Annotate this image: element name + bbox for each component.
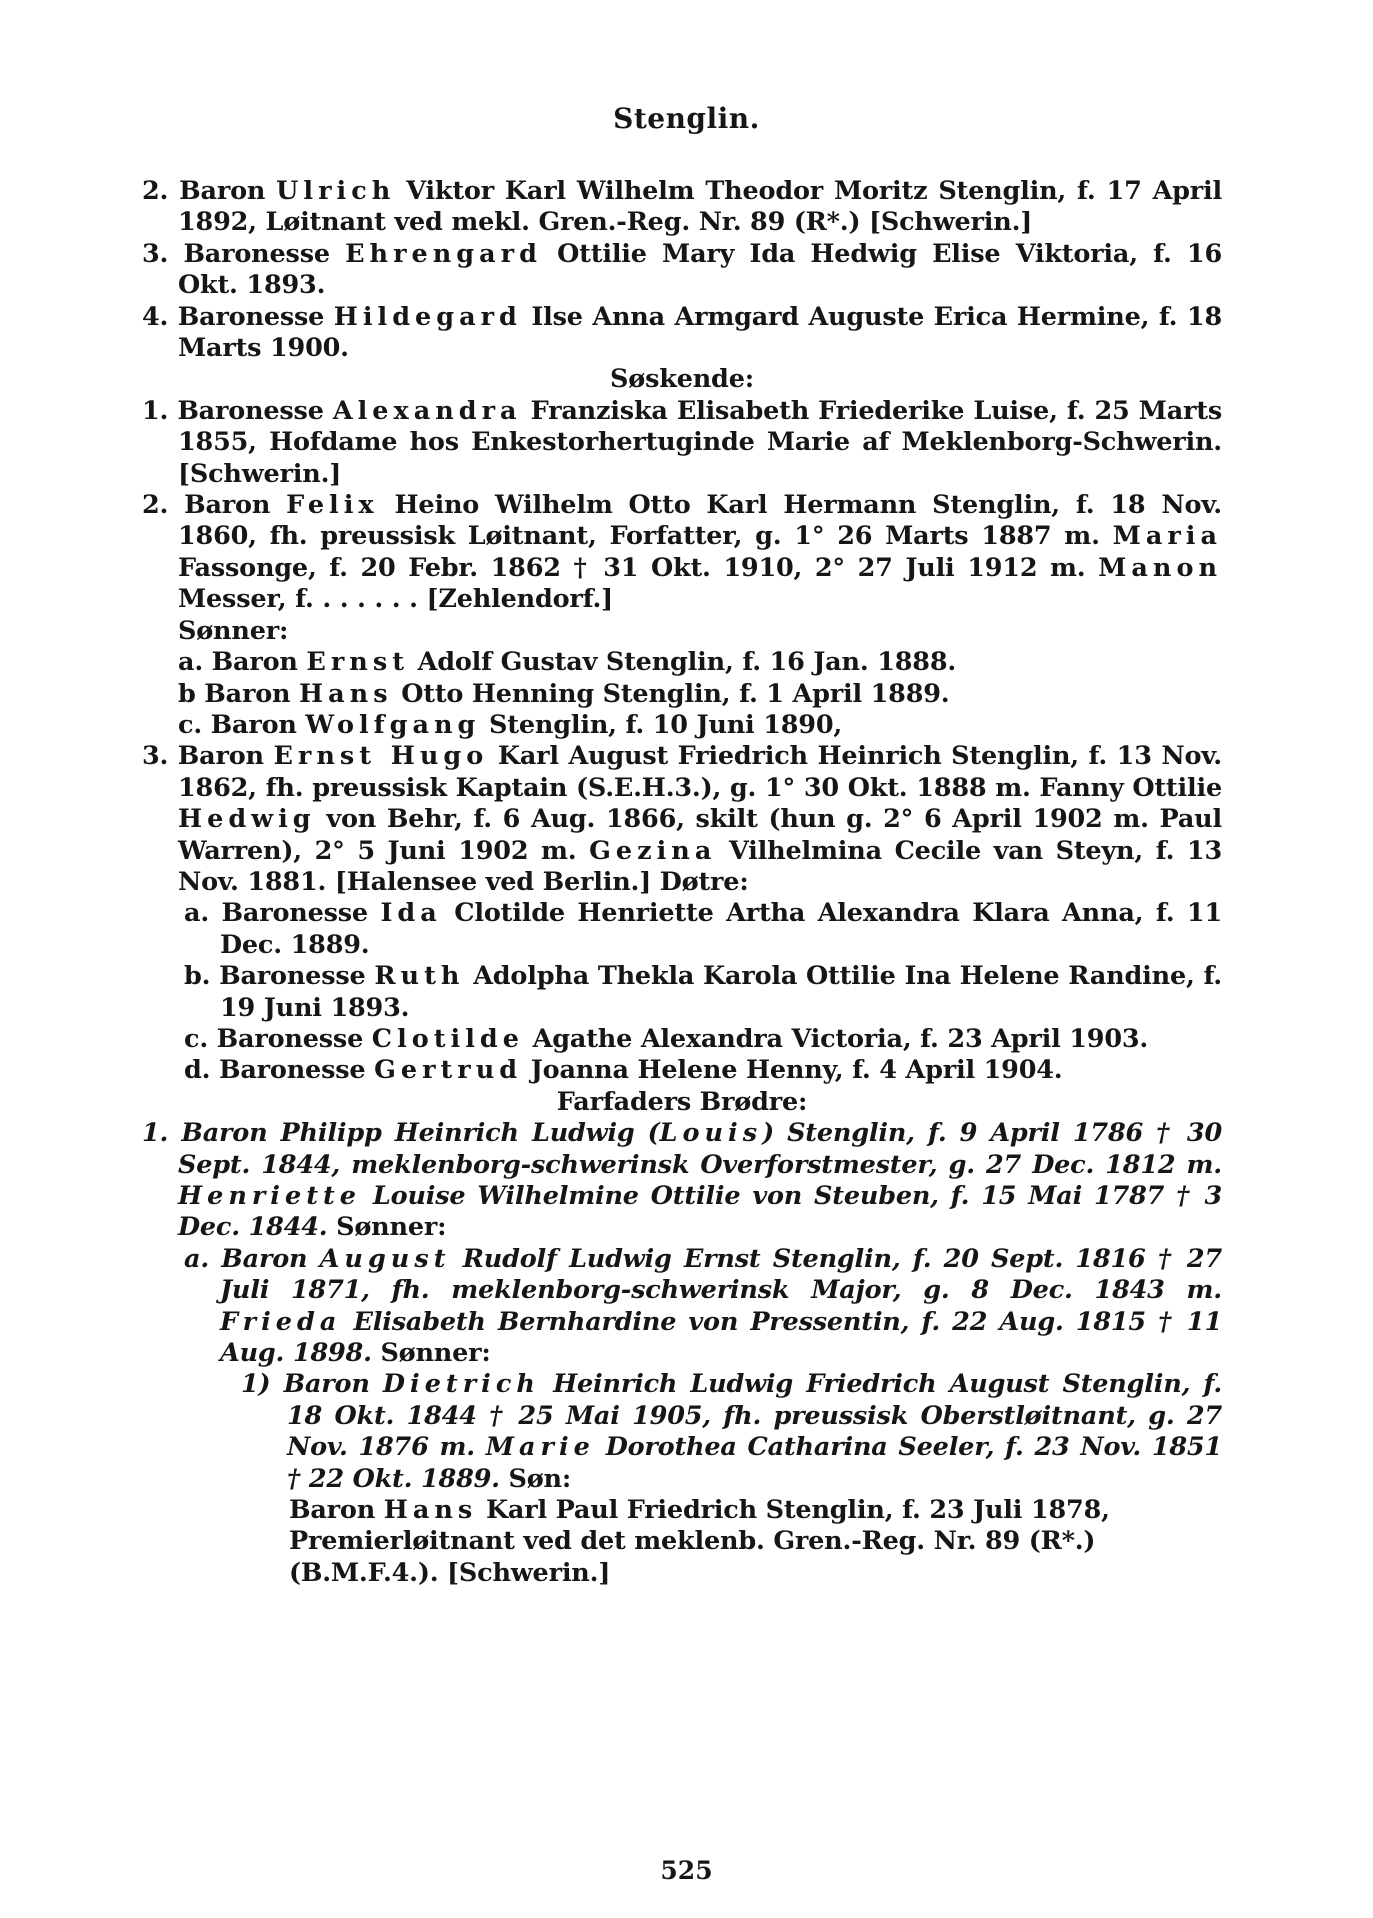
entry-text: Vilhelmina Cecile van Steyn, f. 13 Nov. 1881. [Halensee ved Berlin.] Døtre: xyxy=(178,835,1222,897)
section-heading-soskende: Søskende: xyxy=(610,364,754,395)
spaced-name: Hedwig xyxy=(178,804,316,835)
entry-prefix: a. Baron xyxy=(178,647,307,678)
entry-text: Dorothea Catharina Seeler, f. 23 Nov. 1851 † 22 Okt. 1889. xyxy=(287,1432,1223,1494)
spaced-name: August xyxy=(319,1243,451,1274)
entry-prefix: b. Baronesse xyxy=(184,961,375,992)
entry-text: Stenglin, f. 10 Juni 1890, xyxy=(480,709,843,740)
spaced-name: Ernst Hugo xyxy=(273,741,489,772)
entry-text: Heinrich Ludwig Friedrich August Stenglin, f. 18 Okt. 1844 † 25 Mai 1905, fh. preussisk Oberstløitnant, g. 27 Nov. 1876 m. xyxy=(287,1369,1222,1463)
entry-prefix: 2. Baron xyxy=(142,176,277,206)
entry-prefix: 2. Baron xyxy=(142,490,287,521)
spaced-name: Gezina xyxy=(589,835,717,866)
entry-hildegard xyxy=(142,302,1222,365)
entry-text: ) Stenglin, f. 9 April 1786 † 30 Sept. 1844, meklenborg-schwerinsk Overforstmester, g. 27 Dec. 1812 m. xyxy=(178,1118,1222,1180)
spaced-name: Ida xyxy=(380,898,442,929)
entry-prefix: 1) Baron xyxy=(241,1369,383,1400)
entry-text: Louise Wilhelmine Ottilie von Steuben, f. 15 Mai 1787 † 3 Dec. 1844. xyxy=(178,1181,1222,1243)
entry-text: Messer, f. . . . . . . [Zehlendorf.] xyxy=(178,584,614,615)
entry-ehrengard xyxy=(142,239,1222,302)
entry-prefix: b Baron xyxy=(178,678,300,709)
entry-ida xyxy=(142,898,1222,961)
genealogy-text xyxy=(142,176,1222,1589)
spaced-name: Henriette xyxy=(178,1181,361,1211)
spaced-name: Felix xyxy=(286,490,379,521)
entry-text: Viktor Karl Wilhelm Theodor Moritz Stenglin, f. 17 April 1892, Løitnant ved mekl. Gren.-Reg. Nr. 89 (R*.) [Schwerin.] xyxy=(178,176,1222,238)
entry-text: Joanna Helene Henny, f. 4 April 1904. xyxy=(522,1055,1063,1086)
entry-gertrud xyxy=(142,1055,1222,1086)
entry-prefix: d. Baronesse xyxy=(184,1055,375,1086)
entry-ulrich xyxy=(142,176,1222,239)
entry-text: Sønner: xyxy=(327,1212,447,1243)
spaced-name: Marie xyxy=(485,1432,595,1463)
entry-prefix: c. Baron xyxy=(178,709,306,740)
entry-philipp xyxy=(142,1118,1222,1244)
entry-ernst-adolf xyxy=(142,647,1222,678)
page-title: Stenglin. xyxy=(613,102,760,135)
entry-prefix: a. Baron xyxy=(184,1243,320,1274)
entry-text: Heino Wilhelm Otto Karl Hermann Stenglin, f. 18 Nov. 1860, fh. preussisk Løitnant, Forfatter, g. 1° 26 Marts 1887 m. xyxy=(178,490,1222,552)
entry-text: 1. Baron Philipp Heinrich Ludwig ( xyxy=(142,1118,660,1149)
spaced-name: Louis xyxy=(659,1118,763,1149)
spaced-name: Hildegard xyxy=(333,301,522,332)
entry-prefix: Baron xyxy=(289,1495,384,1526)
entry-prefix: a. Baronesse xyxy=(184,898,381,929)
spaced-name: Hans xyxy=(383,1495,478,1526)
entry-clotilde xyxy=(142,1024,1222,1055)
entry-text: Fassonge, f. 20 Febr. 1862 † 31 Okt. 1910, 2° 27 Juli 1912 m. xyxy=(178,552,1099,583)
entry-hans-karl xyxy=(142,1495,1222,1589)
entry-text: Karl Paul Friedrich Stenglin, f. 23 Juli 1878, Premierløitnant ved det meklenb. Gren.-Reg. Nr. 89 (R*.) (B.M.F.4.). [Schwerin.] xyxy=(289,1495,1110,1588)
entry-prefix: 3. Baron xyxy=(142,741,274,772)
entry-text: Clotilde Henriette Artha Alexandra Klara Anna, f. 11 Dec. 1889. xyxy=(220,898,1222,960)
spaced-name: Gertrud xyxy=(374,1055,523,1086)
spaced-name: Ruth xyxy=(374,961,465,992)
page-number: 525 xyxy=(660,1856,713,1885)
spaced-name: Hans xyxy=(299,678,393,709)
spaced-name: Dietrich xyxy=(382,1369,540,1400)
entry-text: Adolpha Thekla Karola Ottilie Ina Helene Randine, f. 19 Juni 1893. xyxy=(220,961,1222,1023)
entry-prefix: 3. Baronesse xyxy=(142,238,346,269)
entry-text: Rudolf Ludwig Ernst Stenglin, f. 20 Sept. 1816 † 27 Juli 1871, fh. meklenborg-schwerinsk Major, g. 8 Dec. 1843 m. xyxy=(220,1243,1223,1306)
spaced-name: Clotilde xyxy=(371,1023,524,1054)
spaced-name: Manon xyxy=(1098,552,1222,583)
entry-ruth xyxy=(142,961,1222,1024)
entry-text: von Behr, f. 6 Aug. 1866, skilt (hun g. 2° 6 April 1902 m. Paul Warren), 2° 5 Juni 1902 m. xyxy=(178,804,1222,866)
entry-prefix: c. Baronesse xyxy=(184,1023,372,1054)
entry-text: Adolf Gustav Stenglin, f. 16 Jan. 1888. xyxy=(408,647,957,678)
entry-dietrich xyxy=(142,1369,1222,1495)
entry-hans-otto xyxy=(142,679,1222,710)
entry-august xyxy=(142,1244,1222,1370)
entry-text: Ilse Anna Armgard Auguste Erica Hermine, f. 18 Marts 1900. xyxy=(178,301,1222,364)
entry-text: Otto Henning Stenglin, f. 1 April 1889. xyxy=(392,678,950,709)
entry-text: Agathe Alexandra Victoria, f. 23 April 1903. xyxy=(523,1023,1149,1054)
spaced-name: Frieda xyxy=(220,1306,342,1337)
entry-text: Elisabeth Bernhardine von Pressentin, f. 22 Aug. 1815 † 11 Aug. 1898. xyxy=(220,1306,1222,1369)
entry-felix xyxy=(142,490,1222,616)
entry-text: Ottilie Mary Ida Hedwig Elise Viktoria, f. 16 Okt. 1893. xyxy=(178,238,1222,301)
entry-prefix: 1. Baronesse xyxy=(142,395,333,426)
spaced-name: Ehrengard xyxy=(345,238,542,269)
entry-prefix: 4. Baronesse xyxy=(142,301,334,332)
spaced-name: Alexandra xyxy=(332,395,522,426)
spaced-name: Wolfgang xyxy=(305,709,481,740)
spaced-name: Maria xyxy=(1112,521,1222,552)
spaced-name: Ernst xyxy=(306,647,409,678)
entry-alexandra xyxy=(142,396,1222,490)
spaced-name: Ulrich xyxy=(276,176,396,206)
entry-text: Franziska Elisabeth Friederike Luise, f. 25 Marts 1855, Hofdame hos Enkestorhertuginde Marie af Meklenborg-Schwerin. [Schwerin.] xyxy=(178,395,1222,489)
entry-wolfgang xyxy=(142,710,1222,741)
label-sonner: Sønner: xyxy=(178,615,289,646)
entry-ernst-hugo xyxy=(142,741,1222,898)
entry-text: Søn: xyxy=(499,1463,572,1494)
section-heading-farfaders: Farfaders Brødre: xyxy=(556,1086,808,1117)
entry-text: Sønner: xyxy=(371,1338,491,1369)
entry-text: Karl August Friedrich Heinrich Stenglin, f. 13 Nov. 1862, fh. preussisk Kaptain (S.E.H.3.), g. 1° 30 Okt. 1888 m. Fanny Ottilie xyxy=(178,741,1222,803)
